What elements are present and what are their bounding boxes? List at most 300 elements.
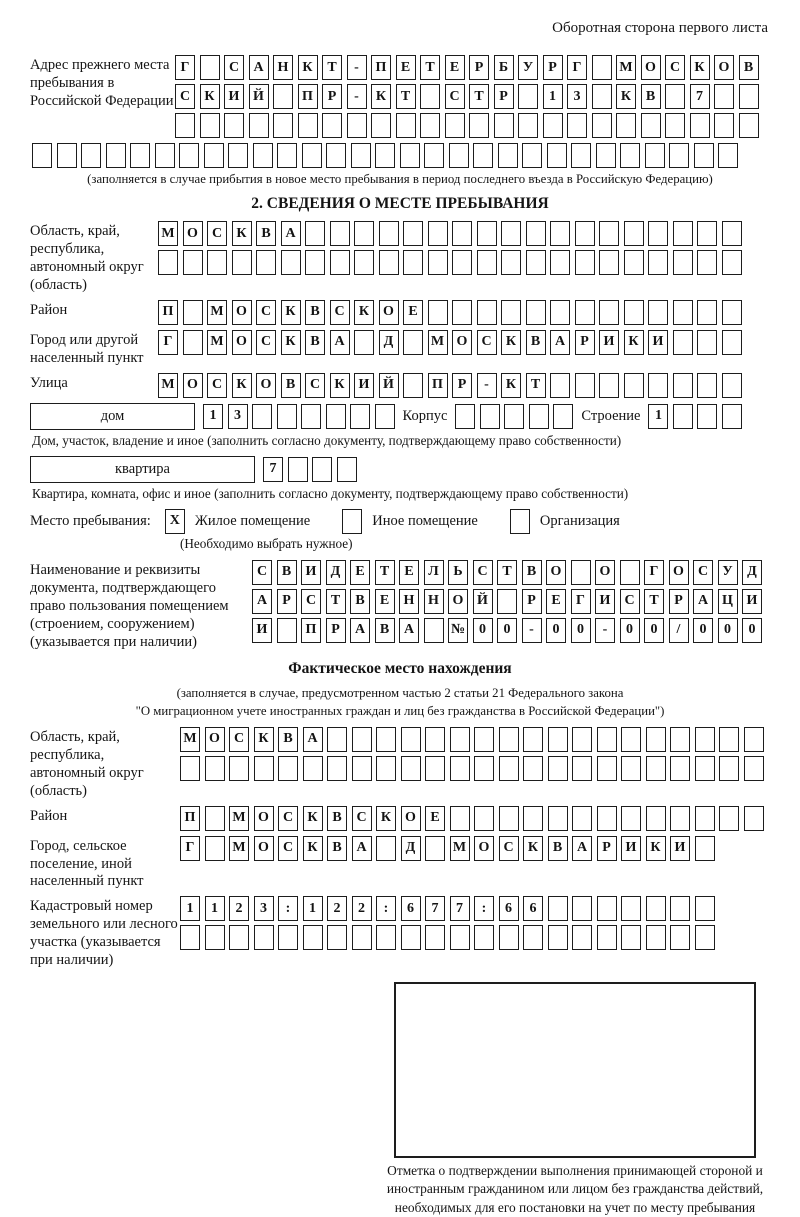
char-cell: 0 [644,618,664,643]
char-cell [499,925,519,950]
char-cell [281,250,301,275]
char-cell: П [298,84,318,109]
char-cell: 0 [742,618,762,643]
char-cell: О [379,300,399,325]
char-cell: - [477,373,497,398]
char-cell: К [354,300,374,325]
char-cell: С [445,84,465,109]
char-cell [744,756,764,781]
char-cell [228,143,248,168]
char-cell: В [739,55,759,80]
char-cell: К [254,727,274,752]
char-cell [697,221,717,246]
char-cell [327,727,347,752]
char-cell: И [224,84,244,109]
char-cell: И [742,589,762,614]
char-cell: А [352,836,372,861]
char-cell [376,836,396,861]
char-cell [330,250,350,275]
char-cell: Т [322,55,342,80]
char-cell [400,143,420,168]
char-cell: К [646,836,666,861]
char-cell [425,925,445,950]
char-cell [498,143,518,168]
char-row [180,925,715,950]
char-cell [312,457,332,482]
char-cell [575,300,595,325]
char-cell [621,756,641,781]
char-cell [130,143,150,168]
char-cell: С [256,330,276,355]
char-cell [624,300,644,325]
char-cell [224,113,244,138]
char-cell: : [474,896,494,921]
char-cell [396,113,416,138]
prev-address-note: (заполняется в случае прибытия в новое место пребывания в период последнего въезда в Российскую Федерацию) [87,172,713,186]
char-cell [571,560,591,585]
char-row [175,55,759,80]
char-cell: И [599,330,619,355]
char-cell: С [229,727,249,752]
stamp-area [375,982,775,1216]
char-cell [592,113,612,138]
char-cell [670,727,690,752]
char-cell [249,113,269,138]
char-cell [744,727,764,752]
char-cell: К [232,221,252,246]
char-cell [501,300,521,325]
char-cell: Н [273,55,293,80]
char-cell: - [595,618,615,643]
char-row [175,84,759,109]
char-cell: А [281,221,301,246]
char-cell: 1 [648,404,668,429]
char-cell [420,113,440,138]
char-cell [719,806,739,831]
char-cell: К [281,300,301,325]
char-cell [273,84,293,109]
char-row [158,373,742,398]
char-cell: Р [322,84,342,109]
char-cell: А [693,589,713,614]
char-cell: Р [452,373,472,398]
char-cell [371,113,391,138]
char-cell: Р [669,589,689,614]
char-cell [719,727,739,752]
char-cell: С [499,836,519,861]
char-row [158,330,742,368]
char-cell [714,113,734,138]
char-cell: Е [403,300,423,325]
apartment-box-label: квартира [30,456,255,483]
char-cell: 0 [546,618,566,643]
char-cell [694,143,714,168]
field-prev-address [30,55,770,138]
char-cell [278,756,298,781]
char-cell: Д [742,560,762,585]
char-cell: Т [526,373,546,398]
char-cell: О [254,806,274,831]
street-label: Улица [30,374,68,391]
char-cell: Г [175,55,195,80]
char-cell: С [477,330,497,355]
char-cell [529,404,549,429]
char-cell [477,300,497,325]
char-cell [277,618,297,643]
char-cell [450,925,470,950]
char-cell: Т [326,589,346,614]
char-cell: - [522,618,542,643]
region-actual-label: Область, край, республика, автономный округ (область) [30,728,144,799]
char-cell: А [572,836,592,861]
char-cell: 1 [543,84,563,109]
char-cell: 2 [229,896,249,921]
char-cell [620,143,640,168]
char-cell [350,404,370,429]
char-cell [158,250,178,275]
char-cell [624,250,644,275]
char-cell: - [347,55,367,80]
char-cell: 2 [327,896,347,921]
char-cell [697,404,717,429]
char-cell [648,373,668,398]
char-cell: 7 [450,896,470,921]
char-cell [572,756,592,781]
char-cell: Т [497,560,517,585]
char-cell [718,143,738,168]
char-cell [697,250,717,275]
char-cell: В [327,806,347,831]
char-cell [548,925,568,950]
char-cell [298,113,318,138]
char-cell: : [278,896,298,921]
char-cell [327,756,347,781]
char-cell: Р [494,84,514,109]
char-cell [425,836,445,861]
char-cell [624,373,644,398]
char-cell [543,113,563,138]
char-cell: 0 [571,618,591,643]
char-cell [183,300,203,325]
char-cell: Ь [448,560,468,585]
char-cell [375,143,395,168]
char-cell [548,727,568,752]
char-cell: О [232,330,252,355]
char-cell [669,143,689,168]
char-cell [522,143,542,168]
char-cell: В [526,330,546,355]
char-cell [695,727,715,752]
char-cell [207,250,227,275]
char-cell [254,925,274,950]
char-cell: И [648,330,668,355]
char-cell [646,896,666,921]
house-number-cells [203,404,395,429]
char-cell: О [256,373,276,398]
cadastre-label: Кадастровый номер земельного или лесного участка (указывается при наличии) [30,898,178,969]
char-cell [480,404,500,429]
char-cell [452,300,472,325]
char-cell: С [665,55,685,80]
field-city-actual [30,836,770,892]
stroenie-label: Строение [581,407,641,424]
char-cell [550,250,570,275]
char-cell [624,221,644,246]
char-cell [550,373,570,398]
region-label: Область, край, республика, автономный округ (область) [30,223,144,293]
char-cell: 3 [567,84,587,109]
char-cell [428,221,448,246]
char-cell [379,250,399,275]
char-cell: С [252,560,272,585]
char-cell [550,221,570,246]
char-cell [575,373,595,398]
house-caption: Дом, участок, владение и иное (заполнить согласно документу, подтверждающему право собственности) [32,432,622,448]
char-row [180,756,764,781]
char-cell [722,250,742,275]
char-cell: Т [420,55,440,80]
char-cell [526,221,546,246]
char-cell: 0 [497,618,517,643]
char-cell: И [252,618,272,643]
char-cell: С [330,300,350,325]
char-cell: Н [399,589,419,614]
field-district-actual [30,806,770,831]
char-cell [695,756,715,781]
korpus-cells [455,404,573,429]
char-cell: Е [399,560,419,585]
char-cell [641,113,661,138]
char-cell: 0 [718,618,738,643]
field-street [30,373,770,398]
char-cell: 1 [180,896,200,921]
district-actual-label: Район [30,807,68,824]
char-cell [450,727,470,752]
char-cell: С [207,221,227,246]
char-cell [572,925,592,950]
char-cell: Ц [718,589,738,614]
char-cell [303,925,323,950]
char-cell: В [548,836,568,861]
char-cell [351,143,371,168]
char-cell [277,143,297,168]
char-cell [592,84,612,109]
char-cell: Л [424,560,444,585]
checkbox-residential: X [165,509,185,534]
char-cell [499,727,519,752]
char-cell: В [305,330,325,355]
char-cell: П [301,618,321,643]
char-cell: А [350,618,370,643]
char-row [252,589,762,614]
char-cell: С [305,373,325,398]
char-cell: Р [469,55,489,80]
page-corner-note: Оборотная сторона первого листа [552,20,768,36]
char-cell: К [232,373,252,398]
char-cell [648,250,668,275]
char-row [180,806,764,831]
char-cell: Р [575,330,595,355]
char-cell: М [229,836,249,861]
char-cell: 6 [523,896,543,921]
char-cell: И [621,836,641,861]
char-cell [722,373,742,398]
char-cell: Т [396,84,416,109]
field-city [30,330,770,368]
stay-type-label: Место пребывания: [30,512,151,529]
char-cell: О [448,589,468,614]
char-cell: Е [375,589,395,614]
char-cell [501,250,521,275]
char-cell: Г [158,330,178,355]
char-cell [665,113,685,138]
char-cell [599,250,619,275]
char-cell [474,806,494,831]
char-cell: О [546,560,566,585]
char-cell [401,925,421,950]
char-cell [428,250,448,275]
char-cell [354,250,374,275]
char-cell: С [693,560,713,585]
stamp-caption: Отметка о подтверждении выполнения принимающей стороной и иностранным гражданином или лицом без гражданства действий, необходимых для его постановки на учет по месту пребывания [386,1163,764,1215]
char-cell [200,113,220,138]
char-cell: С [175,84,195,109]
char-cell [621,896,641,921]
char-cell [621,925,641,950]
char-cell [254,756,274,781]
char-cell [106,143,126,168]
char-cell [200,55,220,80]
section3-note-line: "О миграционном учете иностранных граждан и лиц без гражданства в Российской Федерации") [135,703,665,718]
char-cell [722,330,742,355]
char-cell [445,113,465,138]
char-cell: Д [401,836,421,861]
char-cell [327,925,347,950]
stroenie-cells [648,404,742,429]
char-cell [229,756,249,781]
char-cell [673,250,693,275]
char-cell: Й [249,84,269,109]
char-cell [450,806,470,831]
char-cell [547,143,567,168]
char-cell [697,373,717,398]
char-cell: О [254,836,274,861]
char-row [158,250,742,275]
char-cell [599,300,619,325]
char-cell: К [330,373,350,398]
char-cell: Р [326,618,346,643]
char-cell: И [301,560,321,585]
char-cell: П [428,373,448,398]
char-cell: Г [571,589,591,614]
char-cell: П [158,300,178,325]
char-cell [301,404,321,429]
char-cell [597,727,617,752]
char-cell: А [252,589,272,614]
checkbox-other-premises [342,509,362,534]
char-cell [673,300,693,325]
char-cell: 3 [228,404,248,429]
char-cell: С [620,589,640,614]
char-cell [597,896,617,921]
char-cell [57,143,77,168]
char-cell [273,113,293,138]
char-cell: В [375,618,395,643]
stay-option-residential: Жилое помещение [194,512,311,529]
char-cell: В [350,589,370,614]
char-cell [450,756,470,781]
char-cell: М [158,221,178,246]
char-cell [455,404,475,429]
char-cell [205,836,225,861]
field-region-actual [30,727,770,801]
char-cell [645,143,665,168]
char-cell: К [523,836,543,861]
char-cell [474,727,494,752]
char-cell [597,806,617,831]
char-cell [722,300,742,325]
char-cell: Г [180,836,200,861]
char-cell [695,896,715,921]
char-cell [354,221,374,246]
char-cell: К [281,330,301,355]
char-cell: У [718,560,738,585]
char-cell: 7 [263,457,283,482]
char-cell [548,896,568,921]
char-cell [376,727,396,752]
char-cell [673,330,693,355]
char-cell: 6 [499,896,519,921]
char-cell: О [183,221,203,246]
char-cell [376,925,396,950]
char-cell [670,756,690,781]
char-cell [722,404,742,429]
char-cell: В [277,560,297,585]
section3-notes [30,686,770,719]
char-cell [204,143,224,168]
char-cell [673,221,693,246]
char-cell [401,756,421,781]
char-cell: С [473,560,493,585]
char-cell [548,756,568,781]
apartment-row [30,456,770,483]
char-cell: К [298,55,318,80]
char-cell: 0 [620,618,640,643]
char-cell [575,221,595,246]
char-cell [499,806,519,831]
char-cell [375,404,395,429]
char-cell: О [205,727,225,752]
char-cell [670,896,690,921]
char-cell: К [303,806,323,831]
char-cell [403,250,423,275]
char-cell [501,221,521,246]
prev-address-label: Адрес прежнего места пребывания в Российской Федерации [30,57,174,109]
char-cell: Е [425,806,445,831]
char-cell: К [371,84,391,109]
char-cell [695,806,715,831]
char-cell [469,113,489,138]
char-cell [714,84,734,109]
char-cell: 1 [203,404,223,429]
char-cell [424,618,444,643]
char-row [252,618,762,643]
char-cell [648,300,668,325]
char-cell: В [327,836,347,861]
char-cell [420,84,440,109]
char-cell: С [256,300,276,325]
char-cell [673,373,693,398]
